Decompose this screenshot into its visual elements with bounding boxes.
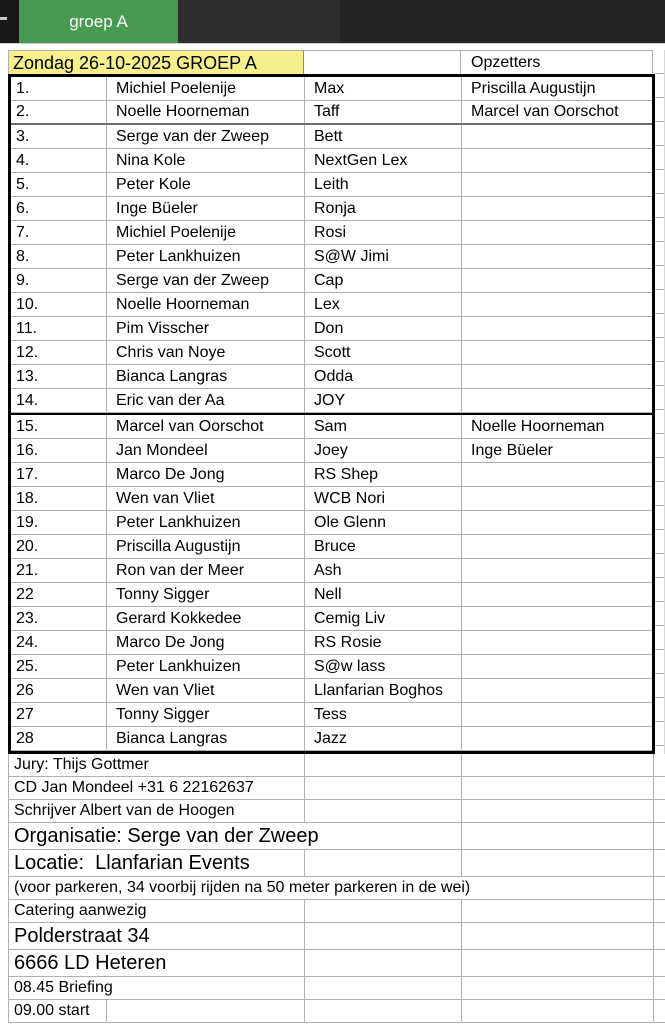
dog-cell[interactable]: Ronja: [305, 197, 462, 220]
handler-cell[interactable]: Noelle Hoorneman: [107, 293, 305, 316]
footer-cell-text[interactable]: 09.00 start: [14, 1002, 90, 1019]
handler-cell[interactable]: Peter Lankhuizen: [107, 511, 305, 534]
row-number-cell[interactable]: 25.: [11, 655, 107, 678]
footer-info-rows: [8, 754, 665, 1023]
row-number-cell[interactable]: 4.: [11, 149, 107, 172]
row-number-cell[interactable]: 13.: [11, 365, 107, 388]
row-number-cell[interactable]: 27: [11, 703, 107, 726]
table-row: [11, 125, 652, 149]
footer-cell-text[interactable]: (voor parkeren, 34 voorbij rijden na 50 meter parkeren in de wei): [14, 879, 471, 896]
footer-row: [8, 950, 665, 977]
row-number-cell[interactable]: 17.: [11, 463, 107, 486]
cell-divider: [653, 923, 654, 949]
dog-cell[interactable]: Max: [305, 77, 462, 100]
opzetters-header-cell[interactable]: Opzetters: [461, 51, 653, 75]
row-number-cell[interactable]: 3.: [11, 125, 107, 148]
row-number-cell[interactable]: 7.: [11, 221, 107, 244]
row-number-cell[interactable]: 21.: [11, 559, 107, 582]
dog-cell[interactable]: Llanfarian Boghos: [305, 679, 462, 702]
table-row: [11, 703, 652, 727]
opzetter-cell[interactable]: [462, 655, 652, 678]
dog-cell[interactable]: Cemig Liv: [305, 607, 462, 630]
opzetter-cell[interactable]: Noelle Hoorneman: [471, 417, 605, 435]
footer-row: [8, 800, 665, 823]
footer-row: [8, 777, 665, 800]
handler-cell[interactable]: Serge van der Zweep: [107, 125, 305, 148]
table-row: [11, 535, 652, 559]
row-number-cell[interactable]: 14.: [11, 389, 107, 412]
table-row: [11, 197, 652, 221]
table-row: [11, 583, 652, 607]
table-row: [11, 415, 652, 439]
cell-divider: [461, 977, 462, 999]
table-header-row: [8, 50, 653, 75]
cell-divider: [653, 1000, 654, 1022]
row-number-cell[interactable]: 5.: [11, 173, 107, 196]
handler-cell[interactable]: Tonny Sigger: [107, 583, 305, 606]
row-number-cell[interactable]: 24.: [11, 631, 107, 654]
dog-cell[interactable]: WCB Nori: [305, 487, 462, 510]
table-row: [11, 173, 652, 197]
footer-cell-text[interactable]: Jury: Thijs Gottmer: [14, 756, 149, 773]
row-number-cell[interactable]: 10.: [11, 293, 107, 316]
opzetter-cell[interactable]: Marcel van Oorschot: [471, 103, 619, 120]
table-row: [11, 679, 652, 703]
opzetter-cell[interactable]: [462, 727, 652, 750]
handler-cell[interactable]: Peter Lankhuizen: [107, 655, 305, 678]
opzetter-cell[interactable]: [462, 679, 652, 702]
dog-cell[interactable]: S@W Jimi: [305, 245, 462, 268]
cell-divider: [653, 977, 654, 999]
handler-cell[interactable]: Nina Kole: [107, 149, 305, 172]
footer-row: [8, 977, 665, 1000]
table-row: [11, 77, 652, 101]
opzetter-cell[interactable]: [462, 535, 652, 558]
handler-cell[interactable]: Pim Visscher: [107, 317, 305, 340]
opzetter-cell[interactable]: [462, 559, 652, 582]
table-row: [11, 559, 652, 583]
right-gridline-sliver: [655, 50, 665, 754]
row-number-cell[interactable]: 9.: [11, 269, 107, 292]
cell-divider: [461, 850, 462, 876]
opzetter-cell[interactable]: [462, 365, 652, 388]
sheet-tab-bar: [0, 0, 665, 44]
footer-cell-text[interactable]: Organisatie: Serge van der Zweep: [14, 824, 319, 847]
table-row: [11, 655, 652, 679]
cell-divider: [653, 900, 654, 922]
handler-cell[interactable]: Wen van Vliet: [107, 679, 305, 702]
opzetter-cell[interactable]: [462, 293, 652, 316]
row-number-cell[interactable]: 19.: [11, 511, 107, 534]
cell-divider: [653, 823, 654, 849]
handler-cell[interactable]: Bianca Langras: [107, 727, 305, 750]
opzetter-cell[interactable]: [462, 149, 652, 172]
dog-cell[interactable]: Scott: [305, 341, 462, 364]
row-number-cell[interactable]: 2.: [11, 101, 107, 123]
dog-cell[interactable]: Joey: [305, 439, 462, 462]
opzetter-cell[interactable]: [462, 583, 652, 606]
cell-divider: [304, 1000, 305, 1022]
opzetter-cell[interactable]: Priscilla Augustijn: [471, 79, 596, 97]
dog-cell[interactable]: Leith: [305, 173, 462, 196]
handler-cell[interactable]: Ron van der Meer: [107, 559, 305, 582]
handler-cell[interactable]: Peter Kole: [107, 173, 305, 196]
table-row: [11, 269, 652, 293]
sheet-tab-label: groep A: [69, 11, 128, 31]
cell-divider: [304, 977, 305, 999]
table-row: [11, 631, 652, 655]
table-row: [11, 293, 652, 317]
table-row: [11, 221, 652, 245]
dog-cell[interactable]: Bruce: [305, 535, 462, 558]
tab-bar-edge-mark-icon: [0, 17, 7, 20]
dog-cell[interactable]: Don: [305, 317, 462, 340]
row-number-cell[interactable]: 28: [11, 727, 107, 750]
start-list-table: [8, 74, 655, 754]
dog-cell[interactable]: Cap: [305, 269, 462, 292]
table-row: [11, 439, 652, 463]
dog-cell[interactable]: Lex: [305, 293, 462, 316]
opzetter-cell[interactable]: [462, 197, 652, 220]
footer-cell-text[interactable]: Schrijver Albert van de Hoogen: [14, 802, 235, 819]
header-blank-cell[interactable]: [304, 51, 461, 75]
row-number-cell[interactable]: 20.: [11, 535, 107, 558]
footer-row: [8, 900, 665, 923]
row-number-cell[interactable]: 16.: [11, 439, 107, 462]
cell-divider: [304, 800, 305, 822]
dog-cell[interactable]: RS Rosie: [305, 631, 462, 654]
footer-row: [8, 823, 665, 850]
row-number-cell[interactable]: 1.: [11, 77, 107, 100]
cell-divider: [304, 850, 305, 876]
dog-cell[interactable]: Nell: [305, 583, 462, 606]
cell-divider: [461, 1000, 462, 1022]
footer-row: [8, 754, 665, 777]
opzetter-cell[interactable]: [462, 703, 652, 726]
table-row: [11, 101, 652, 125]
dog-cell[interactable]: Ash: [305, 559, 462, 582]
opzetter-cell[interactable]: [462, 487, 652, 510]
handler-cell[interactable]: Marco De Jong: [107, 463, 305, 486]
footer-row: [8, 923, 665, 950]
dog-cell[interactable]: Rosi: [305, 221, 462, 244]
table-block-2: [11, 415, 652, 751]
table-row: [11, 389, 652, 413]
date-group-title-cell[interactable]: Zondag 26-10-2025 GROEP A: [9, 51, 304, 75]
cell-divider: [461, 754, 462, 776]
cell-divider: [653, 877, 654, 899]
table-row: [11, 463, 652, 487]
handler-cell[interactable]: Gerard Kokkedee: [107, 607, 305, 630]
dog-cell[interactable]: Ole Glenn: [305, 511, 462, 534]
handler-cell[interactable]: Priscilla Augustijn: [107, 535, 305, 558]
cell-divider: [653, 850, 654, 876]
row-number-cell[interactable]: 6.: [11, 197, 107, 220]
dog-cell[interactable]: RS Shep: [305, 463, 462, 486]
dog-cell[interactable]: NextGen Lex: [305, 149, 462, 172]
cell-divider: [461, 900, 462, 922]
cell-divider: [461, 950, 462, 976]
opzetter-cell[interactable]: [462, 317, 652, 340]
table-row: [11, 487, 652, 511]
footer-row: [8, 877, 665, 900]
cell-divider: [304, 900, 305, 922]
sheet-tab-groep-a[interactable]: [19, 0, 178, 43]
handler-cell[interactable]: Jan Mondeel: [107, 439, 305, 462]
dog-cell[interactable]: Bett: [305, 125, 462, 148]
cell-divider: [653, 800, 654, 822]
table-row: [11, 511, 652, 535]
opzetter-cell[interactable]: [462, 245, 652, 268]
handler-cell[interactable]: Marcel van Oorschot: [107, 415, 305, 438]
opzetter-cell[interactable]: [462, 269, 652, 292]
handler-cell[interactable]: Marco De Jong: [107, 631, 305, 654]
handler-cell[interactable]: Tonny Sigger: [107, 703, 305, 726]
cell-divider: [304, 777, 305, 799]
table-row: [11, 607, 652, 631]
table-row: [11, 149, 652, 173]
footer-row: [8, 850, 665, 877]
row-number-cell[interactable]: 15.: [11, 415, 107, 438]
footer-cell-text[interactable]: Locatie: Llanfarian Events: [14, 851, 250, 874]
cell-divider: [461, 823, 462, 849]
opzetter-cell[interactable]: [462, 631, 652, 654]
table-row: [11, 317, 652, 341]
row-number-cell[interactable]: 11.: [11, 317, 107, 340]
cell-divider: [304, 754, 305, 776]
footer-cell-text[interactable]: CD Jan Mondeel +31 6 22162637: [14, 779, 254, 796]
dog-cell[interactable]: Tess: [305, 703, 462, 726]
opzetter-cell[interactable]: Inge Büeler: [471, 441, 553, 459]
dog-cell[interactable]: Taff: [305, 101, 462, 123]
cell-divider: [653, 777, 654, 799]
dog-cell[interactable]: Odda: [305, 365, 462, 388]
row-number-cell[interactable]: 22: [11, 583, 107, 606]
cell-divider: [653, 754, 654, 776]
sheet-tab-inactive[interactable]: [178, 0, 340, 43]
opzetter-cell[interactable]: [462, 173, 652, 196]
handler-cell[interactable]: Noelle Hoorneman: [107, 101, 305, 123]
cell-divider: [461, 923, 462, 949]
opzetter-cell[interactable]: [462, 607, 652, 630]
opzetter-cell[interactable]: [462, 463, 652, 486]
handler-cell[interactable]: Michiel Poelenije: [107, 221, 305, 244]
table-block-1: [11, 77, 652, 413]
row-number-cell[interactable]: 18.: [11, 487, 107, 510]
cell-divider: [106, 1000, 107, 1022]
cell-divider: [653, 950, 654, 976]
table-row: [11, 245, 652, 269]
handler-cell[interactable]: Inge Büeler: [107, 197, 305, 220]
opzetter-cell[interactable]: [462, 125, 652, 148]
handler-cell[interactable]: Serge van der Zweep: [107, 269, 305, 292]
dog-cell[interactable]: Jazz: [305, 727, 462, 750]
cell-divider: [304, 950, 305, 976]
table-row: [11, 365, 652, 389]
handler-cell[interactable]: Chris van Noye: [107, 341, 305, 364]
table-row: [11, 727, 652, 751]
handler-cell[interactable]: Peter Lankhuizen: [107, 245, 305, 268]
tab-bar-left-edge: [0, 0, 19, 43]
dog-cell[interactable]: Sam: [305, 415, 462, 438]
handler-cell[interactable]: Bianca Langras: [107, 365, 305, 388]
cell-divider: [304, 923, 305, 949]
footer-row: [8, 1000, 665, 1023]
cell-divider: [461, 800, 462, 822]
handler-cell[interactable]: Wen van Vliet: [107, 487, 305, 510]
footer-cell-text[interactable]: Polderstraat 34: [14, 924, 150, 947]
table-row: [11, 341, 652, 365]
footer-cell-text[interactable]: Catering aanwezig: [14, 902, 147, 919]
cell-divider: [461, 777, 462, 799]
dog-cell[interactable]: JOY: [305, 389, 462, 412]
footer-cell-text[interactable]: 6666 LD Heteren: [14, 951, 167, 974]
row-number-cell[interactable]: 26: [11, 679, 107, 702]
handler-cell[interactable]: Michiel Poelenije: [107, 77, 305, 100]
row-number-cell[interactable]: 8.: [11, 245, 107, 268]
opzetter-cell[interactable]: [462, 341, 652, 364]
row-number-cell[interactable]: 23.: [11, 607, 107, 630]
dog-cell[interactable]: S@w lass: [305, 655, 462, 678]
handler-cell[interactable]: Eric van der Aa: [107, 389, 305, 412]
row-number-cell[interactable]: 12.: [11, 341, 107, 364]
opzetter-cell[interactable]: [462, 389, 652, 412]
opzetter-cell[interactable]: [462, 221, 652, 244]
opzetter-cell[interactable]: [462, 511, 652, 534]
footer-cell-text[interactable]: 08.45 Briefing: [14, 979, 113, 996]
